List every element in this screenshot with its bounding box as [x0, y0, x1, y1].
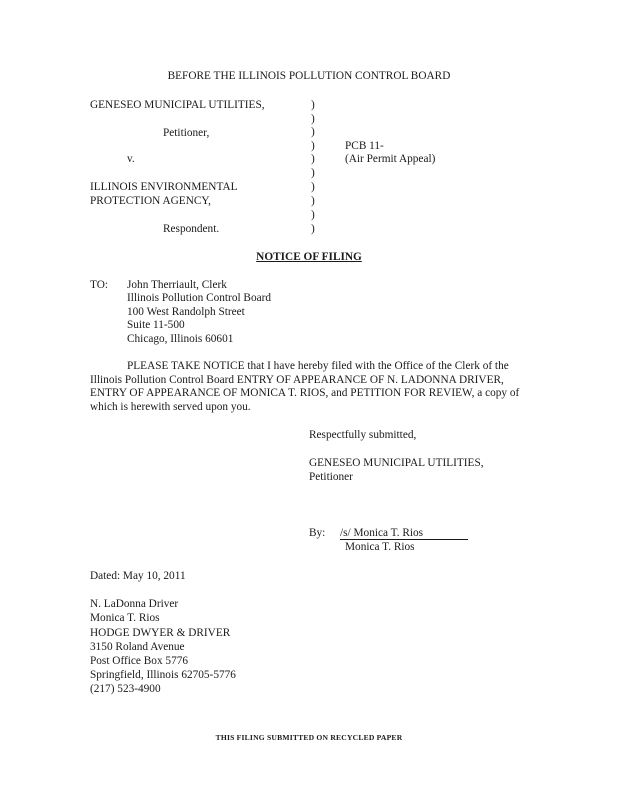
notice-title: NOTICE OF FILING	[256, 251, 362, 263]
to-address-line: Chicago, Illinois 60601	[127, 333, 234, 345]
signature-party-role: Petitioner	[309, 471, 353, 483]
footer-note: THIS FILING SUBMITTED ON RECYCLED PAPER	[215, 733, 403, 742]
counsel-line: Monica T. Rios	[90, 612, 160, 625]
case-type: (Air Permit Appeal)	[345, 153, 436, 165]
counsel-line: N. LaDonna Driver	[90, 598, 179, 611]
date-line: Dated: May 10, 2011	[90, 570, 186, 582]
petitioner-role: Petitioner,	[163, 127, 210, 139]
respondent-name-line1: ILLINOIS ENVIRONMENTAL	[90, 181, 238, 193]
caption-bracket: )	[311, 167, 315, 179]
counsel-block	[90, 569, 236, 697]
caption-bracket: )	[311, 140, 315, 152]
petitioner-name: GENESEO MUNICIPAL UTILITIES,	[90, 99, 265, 111]
counsel-line: HODGE DWYER & DRIVER	[90, 626, 231, 639]
respondent-name-line2: PROTECTION AGENCY,	[90, 195, 211, 207]
to-address-line: Illinois Pollution Control Board	[127, 292, 272, 304]
caption-bracket: )	[311, 126, 315, 138]
respondent-role: Respondent.	[163, 223, 220, 235]
counsel-line: Springfield, Illinois 62705-5776	[90, 669, 236, 682]
signature-line	[340, 527, 468, 540]
board-title: BEFORE THE ILLINOIS POLLUTION CONTROL BOARD	[167, 70, 451, 82]
signed-name: /s/ Monica T. Rios	[340, 527, 468, 540]
to-address-line: Suite 11-500	[127, 319, 185, 331]
to-address-line: John Therriault, Clerk	[127, 279, 227, 291]
counsel-line: Post Office Box 5776	[90, 655, 189, 668]
signature-party-name: GENESEO MUNICIPAL UTILITIES,	[309, 457, 484, 469]
versus-label: v.	[127, 153, 135, 165]
caption-bracket: )	[311, 99, 315, 111]
printed-name: Monica T. Rios	[345, 541, 415, 553]
caption-bracket: )	[311, 195, 315, 207]
caption-bracket: )	[311, 181, 315, 193]
case-number: PCB 11-	[345, 140, 384, 152]
counsel-line: (217) 523-4900	[90, 683, 161, 696]
caption-bracket: )	[311, 209, 315, 221]
caption-bracket: )	[311, 153, 315, 165]
caption-bracket: )	[311, 113, 315, 125]
closing: Respectfully submitted,	[309, 429, 417, 441]
counsel-line: 3150 Roland Avenue	[90, 640, 185, 653]
to-address-line: 100 West Randolph Street	[127, 306, 245, 318]
caption-bracket: )	[311, 223, 315, 235]
body-text: PLEASE TAKE NOTICE that I have hereby filed with the Office of the Clerk of the Illinois Pollution Control Board ENTRY OF APPEARANCE OF N. LADONNA DRIVER, ENTRY OF APPEARANCE OF MONICA T. RIOS, and PETITION FOR REVIEW, a copy of which is herewith served upon you.	[90, 360, 520, 413]
to-label: TO:	[90, 279, 108, 291]
body-paragraph	[90, 360, 530, 414]
by-label: By:	[309, 527, 326, 539]
